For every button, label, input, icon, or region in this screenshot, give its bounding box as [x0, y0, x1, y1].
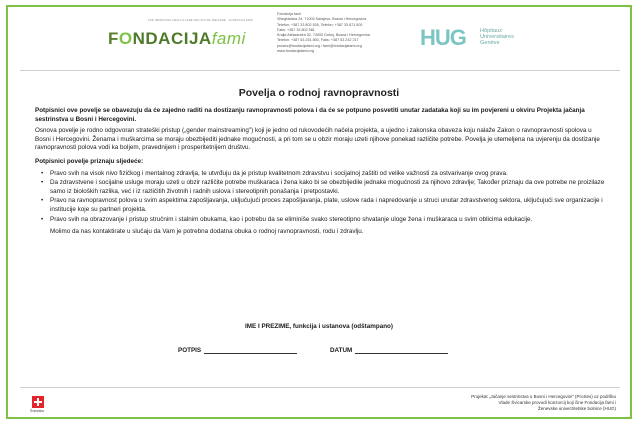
charter-page — [6, 5, 632, 419]
signature-field[interactable] — [178, 347, 297, 354]
signature-line[interactable] — [204, 347, 297, 354]
logo-word-ndacija: NDACIJA — [132, 29, 212, 48]
document-title: Povelja o rodnoj ravnopravnosti — [238, 87, 400, 99]
footer-note — [386, 394, 616, 412]
date-line[interactable] — [355, 347, 448, 354]
hug-text-line: Hôpitaux — [480, 28, 503, 34]
logo-letter-o: O — [118, 29, 133, 48]
list-item-text: Pravo svih na obrazovanje i pristup stručnim i stalnim obukama, kao i potrebu da se eliminiše svako stereotipno shvatanje uloge žena i muškaraca u svim oblicima edukacije. — [50, 215, 533, 223]
fondacija-fami-logo — [108, 19, 276, 55]
document-body — [35, 107, 607, 240]
hug-text-line: Genève — [480, 40, 500, 47]
footer-note-line: Ženevske univerzitetske bolnice (HUG) — [537, 406, 616, 411]
recognitions-list — [35, 170, 607, 225]
logo-letter-f: F — [108, 29, 119, 48]
contact-line: Telefon: +387 53 251 800, Faks: +387 53 242 217 — [277, 38, 359, 43]
hug-text — [480, 28, 514, 47]
contact-line: Višegradska 24, 71000 Sarajevo, Bosna i Hercegovina — [277, 17, 367, 22]
list-item-text: Da zdravstvene i socijalne usluge moraju uzeti u obzir različite potrebe muškaraca i žena kako bi se obezbijedile jednake mogućnosti za njihovo zdravlje; Također priznaju da ove potrebe ne proizilaze samo iz bioloških razlika, već i iz različitih životnih i radnih uslova i stereotipnih ponašanja i pretpostavki. — [50, 179, 605, 195]
logo-word-fami: fami — [211, 29, 246, 48]
list-item-text: Pravo svih na visok nivo fizičkog i mentalnog zdravlja, te utvrđuju da je pristup kvalitetnom zdravstvu i socijalnoj zaštiti od velike važnosti za ostvarivanje ovog prava. — [50, 169, 508, 177]
list-item — [35, 197, 607, 214]
hug-mark: HUG — [420, 25, 466, 50]
contact-line: Kralja Aleksandra 52, 74000 Doboj, Bosna i Hercegovina — [277, 33, 370, 38]
bullet: • — [41, 197, 44, 205]
list-item-text: Pravo na ravnopravnost polova u svim aspektima zapošljavanja, uključujući proces zapošljavanja, plate, uslove rada i napredovanje u struci unutar zdravstvenog sektora, uključujući sve organizacije i institucije koje su partneri projekta. — [50, 197, 603, 213]
bullet: • — [41, 179, 44, 187]
closing-paragraph: Molimo da nas kontaktirate u slučaju da Vam je potrebna dodatna obuka o rodnoj ravnopravnosti, rodu i zdravlju. — [50, 228, 364, 236]
swiss-emblem — [30, 396, 48, 413]
contact-line: proses@fondacijafami.org / fami@fondacijafami.org — [277, 43, 362, 48]
footer-note-line: Vlade Švicarske provodi konzorcij koji čine Fondacija fami i — [498, 400, 616, 405]
list-item — [35, 216, 607, 225]
list-item — [35, 179, 607, 196]
bullet: • — [41, 169, 44, 177]
date-field[interactable] — [330, 347, 448, 354]
swiss-flag-icon — [32, 396, 44, 408]
date-label: DATUM — [330, 347, 353, 354]
lead-paragraph: Potpisnici ove povelje se obavezuju da će zajedno raditi na dostizanju ravnopravnosti polova i da će se potpuno posvetiti unutar zadataka koji su im povjereni u okviru Projekta jačanja sestrinstva u Bosni i Hercegovini. — [35, 107, 585, 123]
recognitions-heading: Potpisnici povelje priznaju sljedeće: — [35, 157, 144, 165]
bullet: • — [41, 215, 44, 223]
hug-text-line: Universitaires — [480, 34, 514, 41]
footer-note-line: Projekat „Jačanje sestrinstva u Bosni i Hercegovini" (ProSes) uz podršku — [471, 394, 616, 399]
logo-wordmark — [108, 29, 246, 49]
signature-label: POTPIS — [178, 347, 202, 354]
logo-tagline: FOR IMPROVING HEALTH CARE AND SOCIAL WELFARE · FONDACIJA FAMI — [148, 19, 253, 22]
intro-paragraph: Osnova povelje je rodno odgovoran strateški pristup („gender mainstreaming") koji je jedno od rukovodećih načela projekta, a ujedno i zakonska obaveza koju nalaže Zakon o ravnopravnosti spolova u Bosni i Hercegovini. Ženama i muškarcima se moraju obezbijediti jednake mogućnosti, a pri tom se u obzir moraju uzeti njihove ponekad različite potrebe. Povelja je utemeljena na uvjerenju da dostizanje ravnopravnosti polova vodi ka boljem, pravednijem i prosperitetnijem društvu. — [35, 127, 600, 152]
contact-line: www.fondacijafami.org — [277, 49, 314, 54]
contact-line: Telefon: +387 33 802 526, Telefon: +387 33 671 500 — [277, 22, 363, 27]
contact-line: Fondacija fami — [277, 12, 301, 16]
contact-line: Faks: +387 33 802 581 — [277, 27, 315, 32]
names-label: IME I PREZIME, funkcija i ustanova (odštampano) — [245, 323, 393, 330]
hug-logo — [418, 25, 538, 51]
header-divider — [20, 70, 620, 71]
swiss-label: Švicarska — [30, 409, 44, 413]
list-item — [35, 170, 607, 179]
contact-block — [277, 12, 427, 54]
footer-divider — [20, 387, 620, 388]
